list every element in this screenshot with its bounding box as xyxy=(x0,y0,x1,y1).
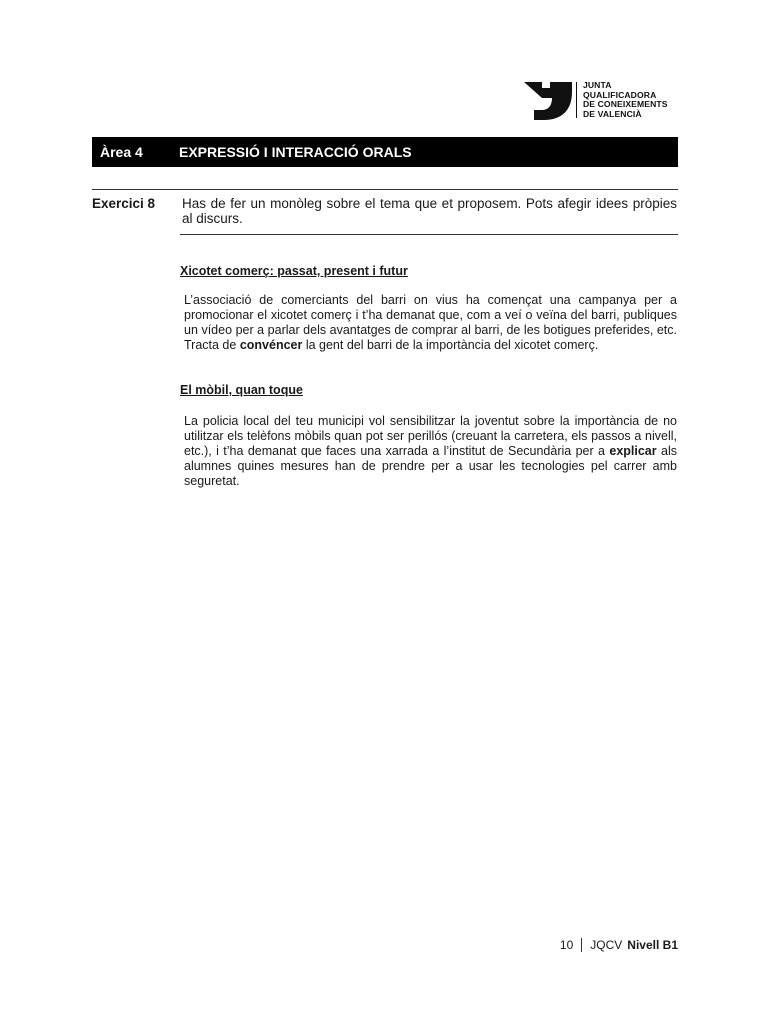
topic-text-start: La policia local del teu municipi vol sensibilitzar la joventut sobre la importància de no utilitzar els telèfons mòbils quan pot ser perillós (creuant la carretera, els passos a nivell, etc.), i t’ha demanat que faces una xarrada a l’institut de Secundària per a xyxy=(184,414,677,458)
topic-text-end: als alumnes quines mesures han de prendre per a usar les tecnologies pel carrer amb seguretat. xyxy=(184,444,677,488)
exercise-instruction: Has de fer un monòleg sobre el tema que et proposem. Pots afegir idees pròpies al discurs. xyxy=(182,196,677,226)
topic-title: Xicotet comerç: passat, present i futur xyxy=(180,264,408,278)
logo-line: DE VALENCIÀ xyxy=(583,108,642,119)
exercise-label: Exercici 8 xyxy=(92,196,156,211)
footer-org: JQCV xyxy=(590,938,623,952)
area-label: Àrea 4 xyxy=(100,144,143,160)
topic-text xyxy=(184,293,677,353)
logo-text xyxy=(583,80,668,120)
page-footer xyxy=(560,938,678,952)
jqcv-logo xyxy=(524,80,668,120)
exercise-bottom-rule xyxy=(180,234,678,235)
footer-divider xyxy=(581,938,582,952)
topic-emphasis: convéncer xyxy=(239,338,303,352)
logo-divider xyxy=(576,82,577,118)
topic-text xyxy=(184,414,677,489)
logo-line: JUNTA xyxy=(583,80,612,90)
area-header xyxy=(92,137,678,167)
topic-text-end: la gent del barri de la importància del xicotet comerç. xyxy=(302,338,599,352)
logo-line: DE CONEIXEMENTS xyxy=(583,99,668,110)
footer-level: Nivell B1 xyxy=(627,938,678,952)
topic-text-start: L’associació de comerciants del barri on vius ha començat una campanya per a promocionar el xicotet comerç i t’ha demanat que, com a veí o veïna del barri, publiques un vídeo per a parlar dels avantatges de comprar al barri, de les botigues preferides, etc. Tracta de xyxy=(184,293,677,352)
page-number: 10 xyxy=(559,938,574,952)
exercise-top-rule xyxy=(92,189,678,190)
topic-emphasis: explicar xyxy=(609,444,657,458)
logo-line: QUALIFICADORA xyxy=(583,89,657,100)
topic-title: El mòbil, quan toque xyxy=(180,383,303,397)
jqcv-logo-mark-icon xyxy=(524,80,572,120)
area-title: EXPRESSIÓ I INTERACCIÓ ORALS xyxy=(179,144,412,160)
